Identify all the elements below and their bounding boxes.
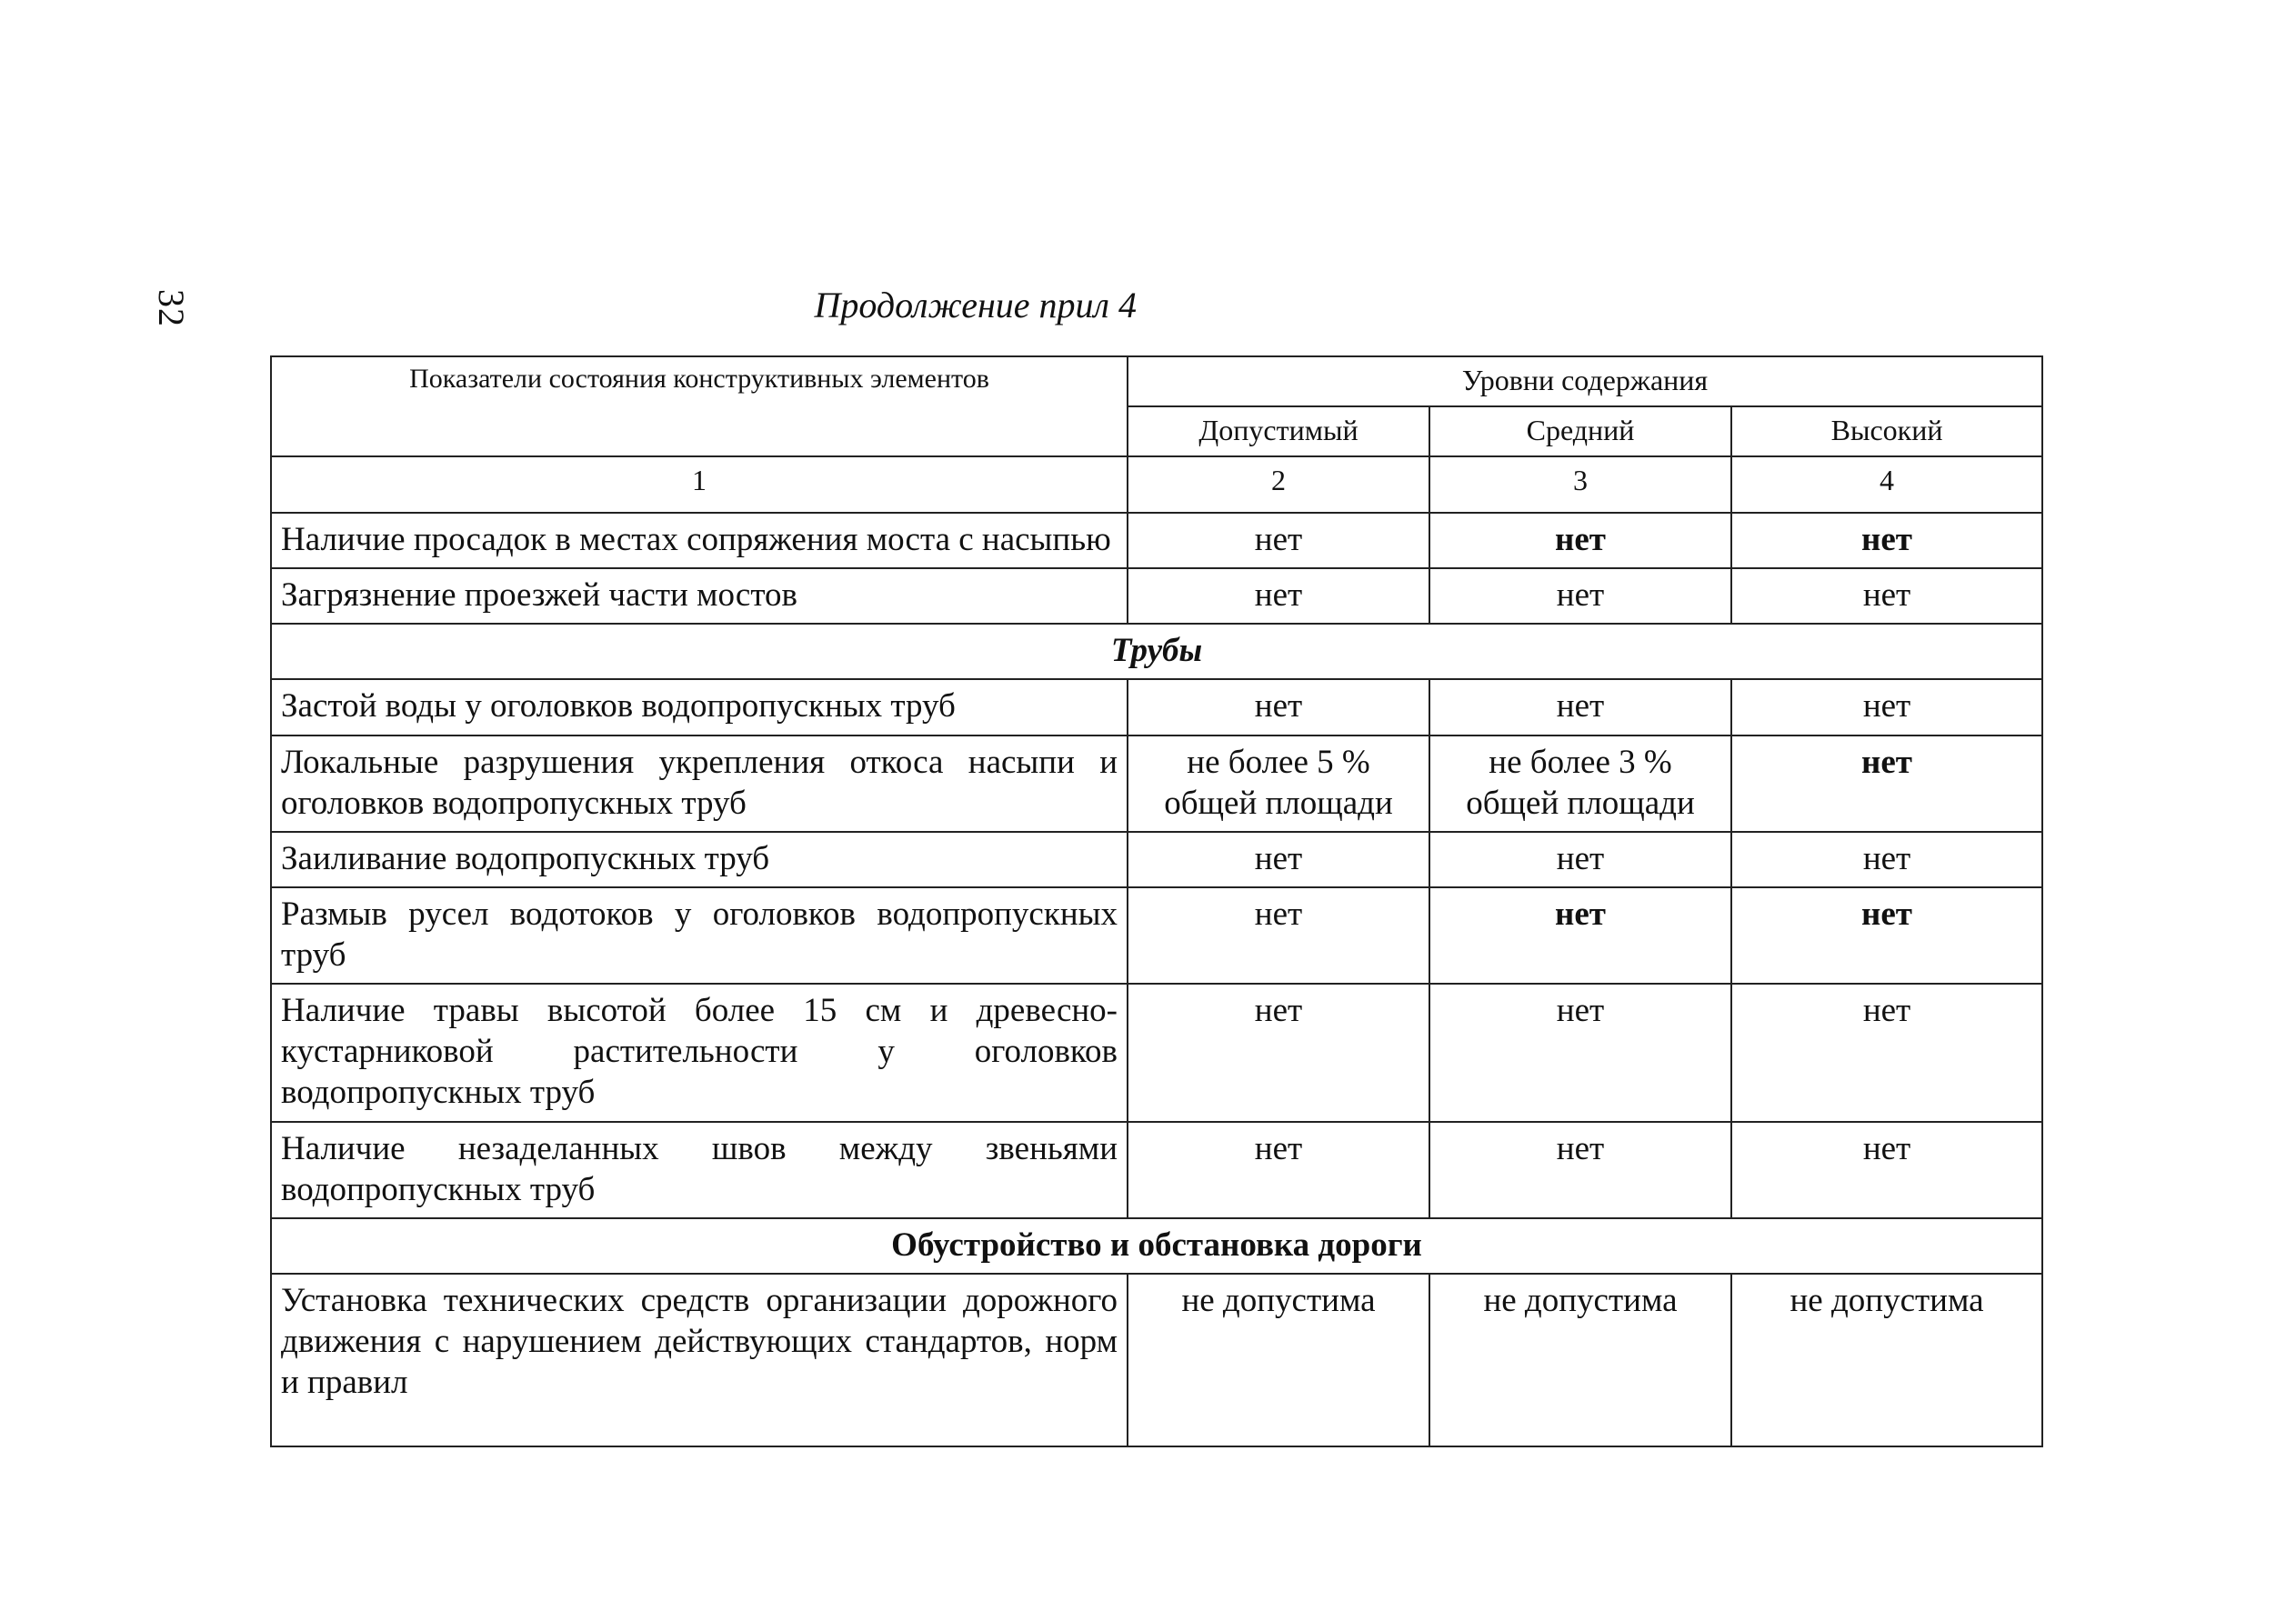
column-number: 1 <box>271 456 1128 513</box>
level-value-cell: нет <box>1731 735 2042 832</box>
level-value-cell: нет <box>1731 513 2042 568</box>
maintenance-levels-table <box>270 355 2043 1447</box>
section-title: Обустройство и обстановка дороги <box>271 1218 2042 1274</box>
level-value-cell: нет <box>1128 1122 1429 1218</box>
indicator-cell: Размыв русел водотоков у оголовков водопропускных труб <box>271 887 1128 984</box>
table-row <box>271 568 2042 624</box>
level-value-cell: нет <box>1128 832 1429 887</box>
level-value-cell: не допустима <box>1429 1274 1731 1446</box>
level-value-cell: не допустима <box>1731 1274 2042 1446</box>
level-value-cell: нет <box>1128 568 1429 624</box>
level-value-cell: нет <box>1128 887 1429 984</box>
level-value-cell: нет <box>1128 984 1429 1121</box>
level-value-cell: нет <box>1128 513 1429 568</box>
page-number: 32 <box>151 289 192 327</box>
indicator-cell: Загрязнение проезжей части мостов <box>271 568 1128 624</box>
table-row <box>271 513 2042 568</box>
column-number: 3 <box>1429 456 1731 513</box>
level-value-cell: не допустима <box>1128 1274 1429 1446</box>
level-value-cell: нет <box>1429 887 1731 984</box>
table-row <box>271 679 2042 735</box>
column-numbers-row <box>271 456 2042 513</box>
level-value-cell: не более 5 % общей площади <box>1128 735 1429 832</box>
level-value-cell: нет <box>1429 984 1731 1121</box>
table-row <box>271 887 2042 984</box>
level-value-cell: нет <box>1429 568 1731 624</box>
level-value-cell: нет <box>1128 679 1429 735</box>
column-number: 2 <box>1128 456 1429 513</box>
level-value-cell: нет <box>1731 984 2042 1121</box>
level-value-cell: нет <box>1429 832 1731 887</box>
level-value-cell: нет <box>1429 679 1731 735</box>
table-row <box>271 1274 2042 1446</box>
level-value-cell: не более 3 % общей площади <box>1429 735 1731 832</box>
indicator-cell: Локальные разрушения укрепления откоса насыпи и оголовков водопропускных труб <box>271 735 1128 832</box>
indicator-cell: Установка технических средств организации дорожного движения с нарушением действующих стандартов, норм и правил <box>271 1274 1128 1446</box>
section-row-road <box>271 1218 2042 1274</box>
indicator-cell: Застой воды у оголовков водопропускных труб <box>271 679 1128 735</box>
section-row-pipes <box>271 624 2042 679</box>
table-row <box>271 735 2042 832</box>
level-value-cell: нет <box>1731 679 2042 735</box>
column-number: 4 <box>1731 456 2042 513</box>
level-header-high: Высокий <box>1731 406 2042 456</box>
indicators-header: Показатели состояния конструктивных элементов <box>271 356 1128 456</box>
level-value-cell: нет <box>1731 832 2042 887</box>
level-value-cell: нет <box>1731 568 2042 624</box>
indicator-cell: Заиливание водопропускных труб <box>271 832 1128 887</box>
indicator-cell: Наличие травы высотой более 15 см и древесно-кустарниковой растительности у оголовков водопропускных труб <box>271 984 1128 1121</box>
header-row-1 <box>271 356 2042 406</box>
level-header-medium: Средний <box>1429 406 1731 456</box>
continuation-title: Продолжение прил 4 <box>814 285 1137 325</box>
level-value-cell: нет <box>1429 513 1731 568</box>
indicator-cell: Наличие незаделанных швов между звеньями водопропускных труб <box>271 1122 1128 1218</box>
table-row <box>271 832 2042 887</box>
indicator-cell: Наличие просадок в местах сопряжения моста с насыпью <box>271 513 1128 568</box>
level-value-cell: нет <box>1429 1122 1731 1218</box>
levels-header: Уровни содержания <box>1128 356 2042 406</box>
table-row <box>271 984 2042 1121</box>
table-row <box>271 1122 2042 1218</box>
section-title: Трубы <box>271 624 2042 679</box>
level-value-cell: нет <box>1731 887 2042 984</box>
level-header-acceptable: Допустимый <box>1128 406 1429 456</box>
level-value-cell: нет <box>1731 1122 2042 1218</box>
